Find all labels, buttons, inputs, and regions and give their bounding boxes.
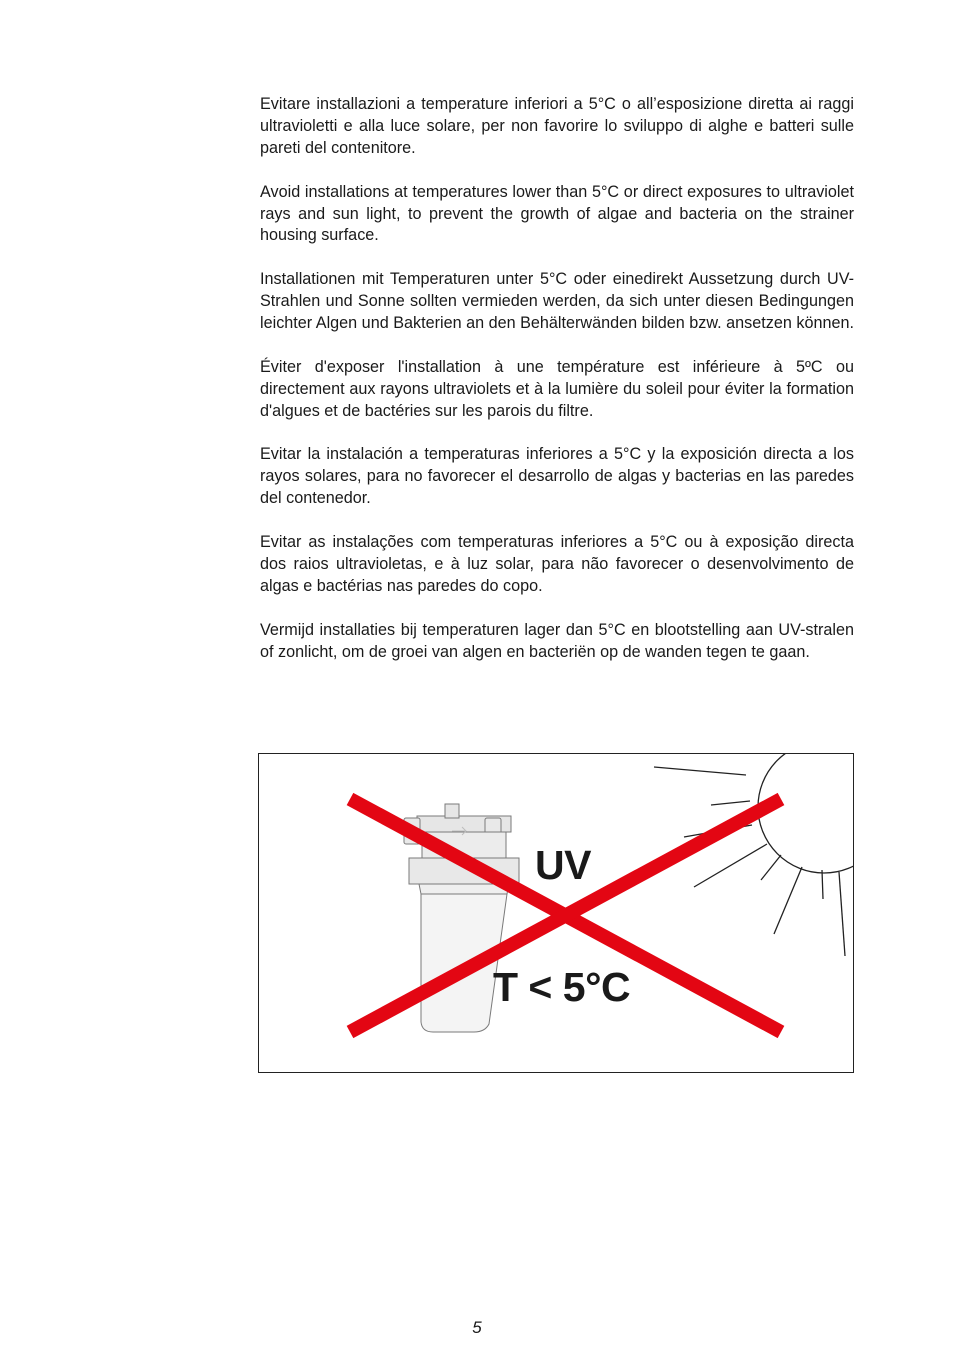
text-column <box>260 94 854 685</box>
paragraph-italian: Evitare installazioni a temperature inferiori a 5°C o all’esposizione diretta ai raggi ultravioletti e alla luce solare, per non favorire lo sviluppo di alghe e batteri sulle pareti del contenitore. <box>260 95 854 157</box>
paragraph-portuguese: Evitar as instalações com temperaturas inferiores a 5°C ou à exposição directa dos raios ultravioletas, e à luz solar, para não favorecer o desenvolvimento de algas e bactérias nas paredes do copo. <box>260 533 854 595</box>
paragraph-german: Installationen mit Temperaturen unter 5°C oder einedirekt Aussetzung durch UV-Strahlen und Sonne sollten vermieden werden, da sich unter diesen Bedingungen leichter Algen und Bakterien an den Behälterwänden bilden bzw. ansetzen können. <box>260 270 854 333</box>
paragraph-english: Avoid installations at temperatures lower than 5°C or direct exposures to ultraviolet rays and sun light, to prevent the growth of algae and bacteria on the strainer housing surface. <box>260 182 854 245</box>
page-number: 5 <box>472 1318 482 1337</box>
warning-figure <box>258 753 854 1073</box>
paragraph-spanish: Evitar la instalación a temperaturas inferiores a 5°C y la exposición directa a los rayos solares, para no favorecer el desarrollo de algas y bacterias en las paredes del contenedor. <box>260 445 854 508</box>
warning-illustration <box>259 754 854 1073</box>
paragraph-dutch: Vermijd installaties bij temperaturen lager dan 5°C en blootstelling aan UV-stralen of zonlicht, om de groei van algen en bacteriën op de wanden tegen te gaan. <box>260 620 854 661</box>
temperature-label: T < 5°C <box>493 964 631 1010</box>
uv-label: UV <box>535 842 591 888</box>
paragraph-french: Éviter d'exposer l'installation à une température est inférieure à 5ºC ou directement aux rayons ultraviolets et à la lumière du soleil pour éviter la formation d'algues et de bactéries sur les parois du filtre. <box>260 357 854 420</box>
